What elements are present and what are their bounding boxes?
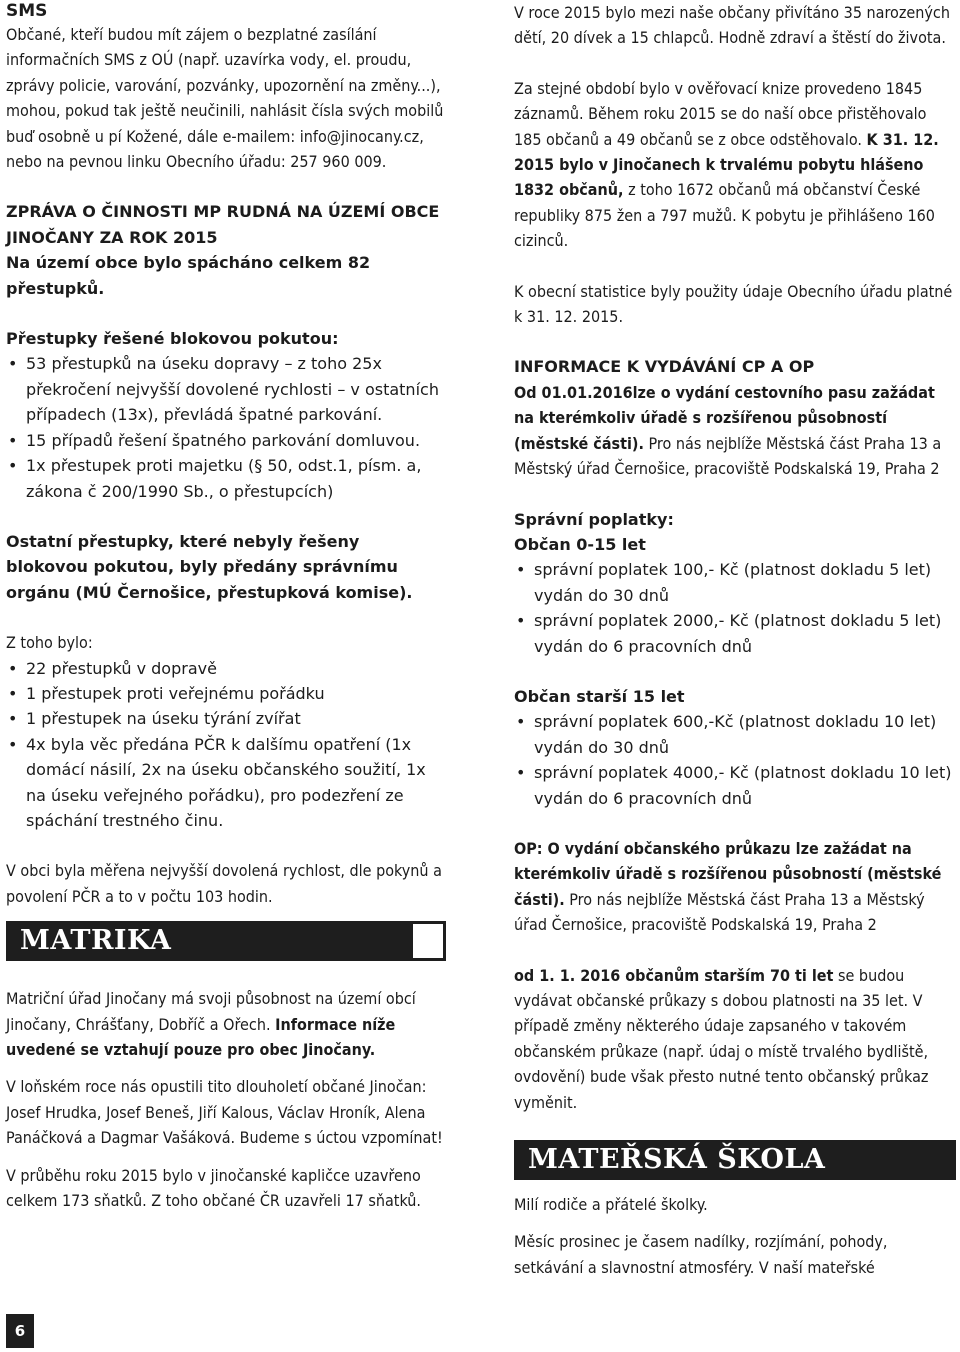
right-column [514,0,956,1280]
banner-box [413,924,443,958]
sms-text: Občané, kteří budou mít zájem o bezplatné zasílání informačních SMS z OÚ (např. uzavírka vody, el. proudu, zprávy policie, varování, pozvánky, upozornění na změny...), mohou, pokud tak ještě neučinili, nahlásit čísla svých mobilů buď osobně u pí Kožené, dále e-mailem: info@jinocany.cz, nebo na pevnou linku Obecního úřadu: 257 960 009. [6,25,444,172]
fees-adult-list [514,709,956,811]
residents-text [514,76,956,254]
seniors-bold: od 1. 1. 2016 občanům starším 70 ti let [514,965,834,985]
cp-text [514,380,956,482]
stats-text: K obecní statistice byly použity údaje Obecního úřadu platné k 31. 12. 2015. [514,281,953,327]
list-item: • správní poplatek 4000,- Kč (platnost dokladu 10 let) vydán do 6 pracovních dnů [514,760,956,811]
fees-heading: Správní poplatky: [514,509,674,529]
op-detail: Pro nás nejblíže Městská část Praha 13 a Městský úřad Černošice, pracoviště Podskalská 19, Praha 2 [514,889,925,935]
page-number: 6 [6,1314,34,1348]
list-item: • 1 přestupek proti veřejnému pořádku [6,681,446,706]
op-bold: OP: O vydání občanského průkazu lze zažádat na kterémkoliv úřadě s rozšířenou působností (městské části). [514,838,942,909]
sms-title: SMS [6,1,48,21]
matrika-text-body: Matriční úřad Jinočany má svoji působnost na území obcí Jinočany, Chrášťany, Dobříč a Ořech. [6,989,416,1034]
school-banner [514,1140,956,1180]
school-greeting: Milí rodiče a přátelé školky. [514,1195,708,1215]
op-text [514,836,956,938]
fines-heading: Přestupky řešené blokovou pokutou: [6,329,339,349]
residents-detail: z toho 1672 občanů má občanství České republiky 875 žen a 797 mužů. K pobytu je přihlášeno 160 cizinců. [514,180,935,251]
list-item: • 15 případů řešení špatného parkování domluvou. [6,428,446,453]
deceased-text: V loňském roce nás opustili tito dlouholetí občané Jinočan: Josef Hrudka, Josef Beneš, Jiří Kalous, Václav Hroník, Alena Panáčková a Dagmar Vašáková. Budeme s úctou vzpomínat! [6,1077,443,1148]
list-item: • 1x přestupek proti majetku (§ 50, odst.1, písm. a, zákona č 200/1990 Sb., o přestupcích) [6,453,446,504]
speed-text: V obci byla měřena nejvyšší dovolená rychlost, dle pokynů a povolení PČR a to v počtu 103 hodin. [6,861,442,906]
list-item: • 4x byla věc předána PČR k dalšímu opatření (1x domácí násilí, 2x na úseku občanského soužití, 1x na úseku veřejného pořádku), pro podezření ze spáchání trestného činu. [6,732,446,834]
fees-child-list [514,557,956,659]
seniors-text [514,963,956,1115]
fees-child-heading: Občan 0-15 let [514,534,646,554]
cp-bold: Od 01.01.2016lze o vydání cestovního pasu zažádat na kterémkoliv úřadě s rozšířenou působností (městské části). [514,382,935,453]
matrika-banner-label: MATRIKA [20,925,172,957]
list-item: • správní poplatek 100,- Kč (platnost dokladu 5 let) vydán do 30 dnů [514,557,956,608]
school-banner-label: MATEŘSKÁ ŠKOLA [528,1144,826,1176]
weddings-text: V průběhu roku 2015 bylo v jinočanské kapličce uzavřeno celkem 173 sňatků. Z toho občané ČR uzavřeli 17 sňatků. [6,1165,421,1211]
matrika-note: Informace níže uvedené se vztahují pouze pro obec Jinočany. [6,1014,396,1059]
left-column [6,0,446,1213]
seniors-detail: se budou vydávat občanské průkazy s dobou platnosti na 35 let. V případě změny některého údaje zapsaného v takovém občanském průkaze (např. údaj o místě trvalého bydliště, ovdovění) bude však přesto nutné tento občanský průkaz vyměnit. [514,965,929,1112]
residents-bold: K 31. 12. 2015 bylo v Jinočanech k trvalému pobytu hlášeno 1832 občanů, [514,129,939,200]
cp-heading: INFORMACE K VYDÁVÁNÍ CP A OP [514,357,815,377]
school-text: Měsíc prosinec je časem nadílky, rozjímání, pohody, setkávání a slavnostní atmosféry. V naší mateřské [514,1232,888,1277]
matrika-banner [6,921,446,961]
matrika-text [6,986,446,1062]
of-which-label: Z toho bylo: [6,633,93,653]
fines-list [6,351,446,503]
list-item: • 1 přestupek na úseku týrání zvířat [6,706,446,731]
other-offences-list [6,656,446,834]
other-offences-heading: Ostatní přestupky, které nebyly řešeny blokovou pokutou, byly předány správnímu orgánu (MÚ Černošice, přestupková komise). [6,531,413,602]
fees-adult-heading: Občan starší 15 let [514,686,685,706]
list-item: • 22 přestupků v dopravě [6,656,446,681]
cp-detail: Pro nás nejblíže Městská část Praha 13 a Městský úřad Černošice, pracoviště Podskalská 19, Praha 2 [514,433,942,479]
list-item: • správní poplatek 2000,- Kč (platnost dokladu 5 let) vydán do 6 pracovních dnů [514,608,956,659]
report-summary: Na území obce bylo spácháno celkem 82 přestupků. [6,253,371,298]
list-item: • 53 přestupků na úseku dopravy – z toho 25x překročení nejvyšší dovolené rychlosti – v ostatních případech (13x), převládá špatné parkování. [6,351,446,427]
report-heading: ZPRÁVA O ČINNOSTI MP RUDNÁ NA ÚZEMÍ OBCE JINOČANY ZA ROK 2015 [6,202,440,247]
moves-text: Za stejné období bylo v ověřovací knize provedeno 1845 záznamů. Během roku 2015 se do naší obce přistěhovalo 185 občanů a 49 občanů se z obce odstěhovalo. [514,78,927,149]
list-item: • správní poplatek 600,-Kč (platnost dokladu 10 let) vydán do 30 dnů [514,709,956,760]
births-text: V roce 2015 bylo mezi naše občany přivítáno 35 narozených dětí, 20 dívek a 15 chlapců. Hodně zdraví a štěstí do života. [514,3,950,48]
